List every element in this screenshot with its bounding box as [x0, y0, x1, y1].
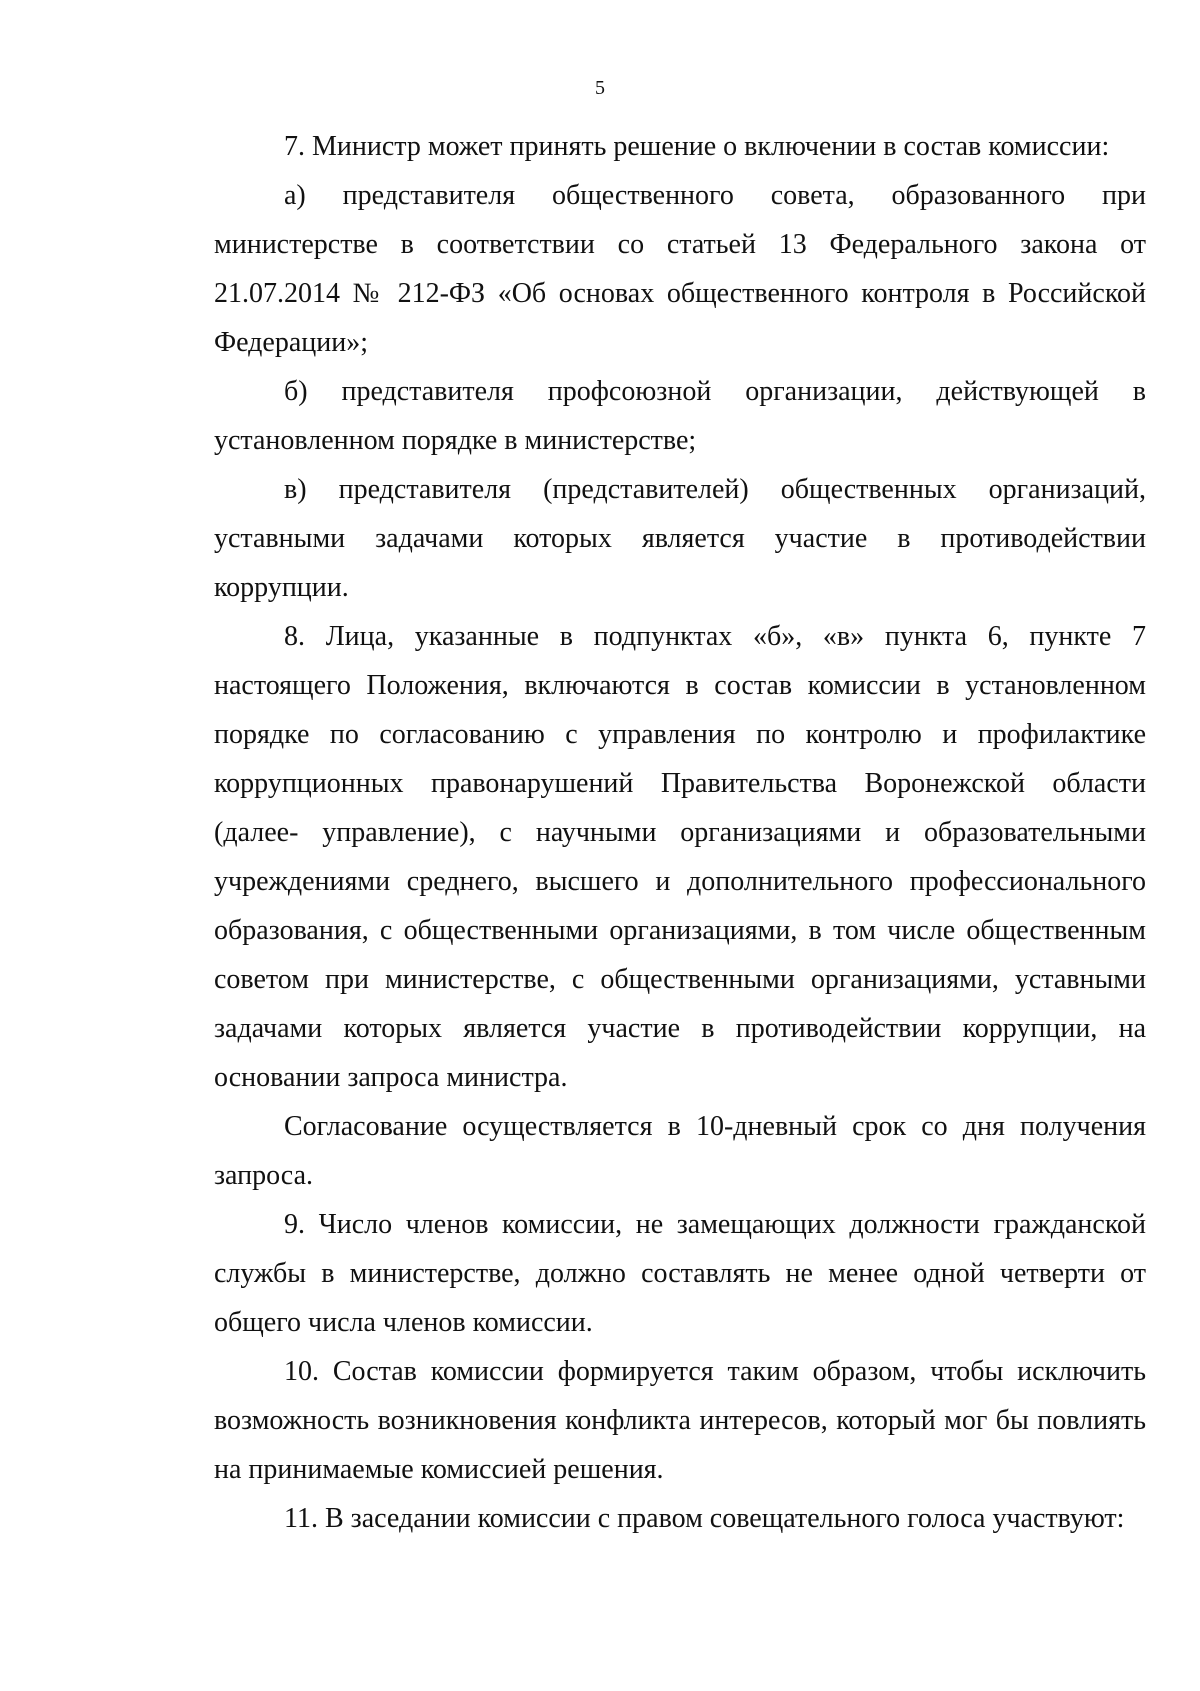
- paragraph-7: 7. Министр может принять решение о включении в состав комиссии:: [284, 131, 1110, 162]
- paragraph-7a: а) представителя общественного совета, образованного при министерстве в соответствии со статьей 13 Федерального закона от 21.07.2014 № 212-ФЗ «Об основах общественного контроля в Российской Федерации»;: [214, 180, 1146, 358]
- paragraph-7b: б) представителя профсоюзной организации, действующей в установленном порядке в министерстве;: [214, 376, 1146, 456]
- paragraph-9: 9. Число членов комиссии, не замещающих должности гражданской службы в министерстве, должно составлять не менее одной четверти от общего числа членов комиссии.: [214, 1209, 1146, 1338]
- page-number: 5: [595, 77, 605, 99]
- paragraph-10: 10. Состав комиссии формируется таким образом, чтобы исключить возможность возникновения конфликта интересов, который мог бы повлиять на принимаемые комиссией решения.: [214, 1356, 1146, 1485]
- document-body: [214, 122, 1146, 1543]
- paragraph-11: 11. В заседании комиссии с правом совещательного голоса участвуют:: [284, 1503, 1125, 1534]
- paragraph-8-approval: Согласование осуществляется в 10-дневный срок со дня получения запроса.: [214, 1111, 1146, 1191]
- paragraph-7v: в) представителя (представителей) общественных организаций, уставными задачами которых является участие в противодействии коррупции.: [214, 474, 1146, 603]
- paragraph-8: 8. Лица, указанные в подпунктах «б», «в» пункта 6, пункте 7 настоящего Положения, включаются в состав комиссии в установленном порядке по согласованию с управления по контролю и профилактике коррупционных правонарушений Правительства Воронежской области (далее- управление), с научными организациями и образовательными учреждениями среднего, высшего и дополнительного профессионального образования, с общественными организациями, в том числе общественным советом при министерстве, с общественными организациями, уставными задачами которых является участие в противодействии коррупции, на основании запроса министра.: [214, 621, 1146, 1093]
